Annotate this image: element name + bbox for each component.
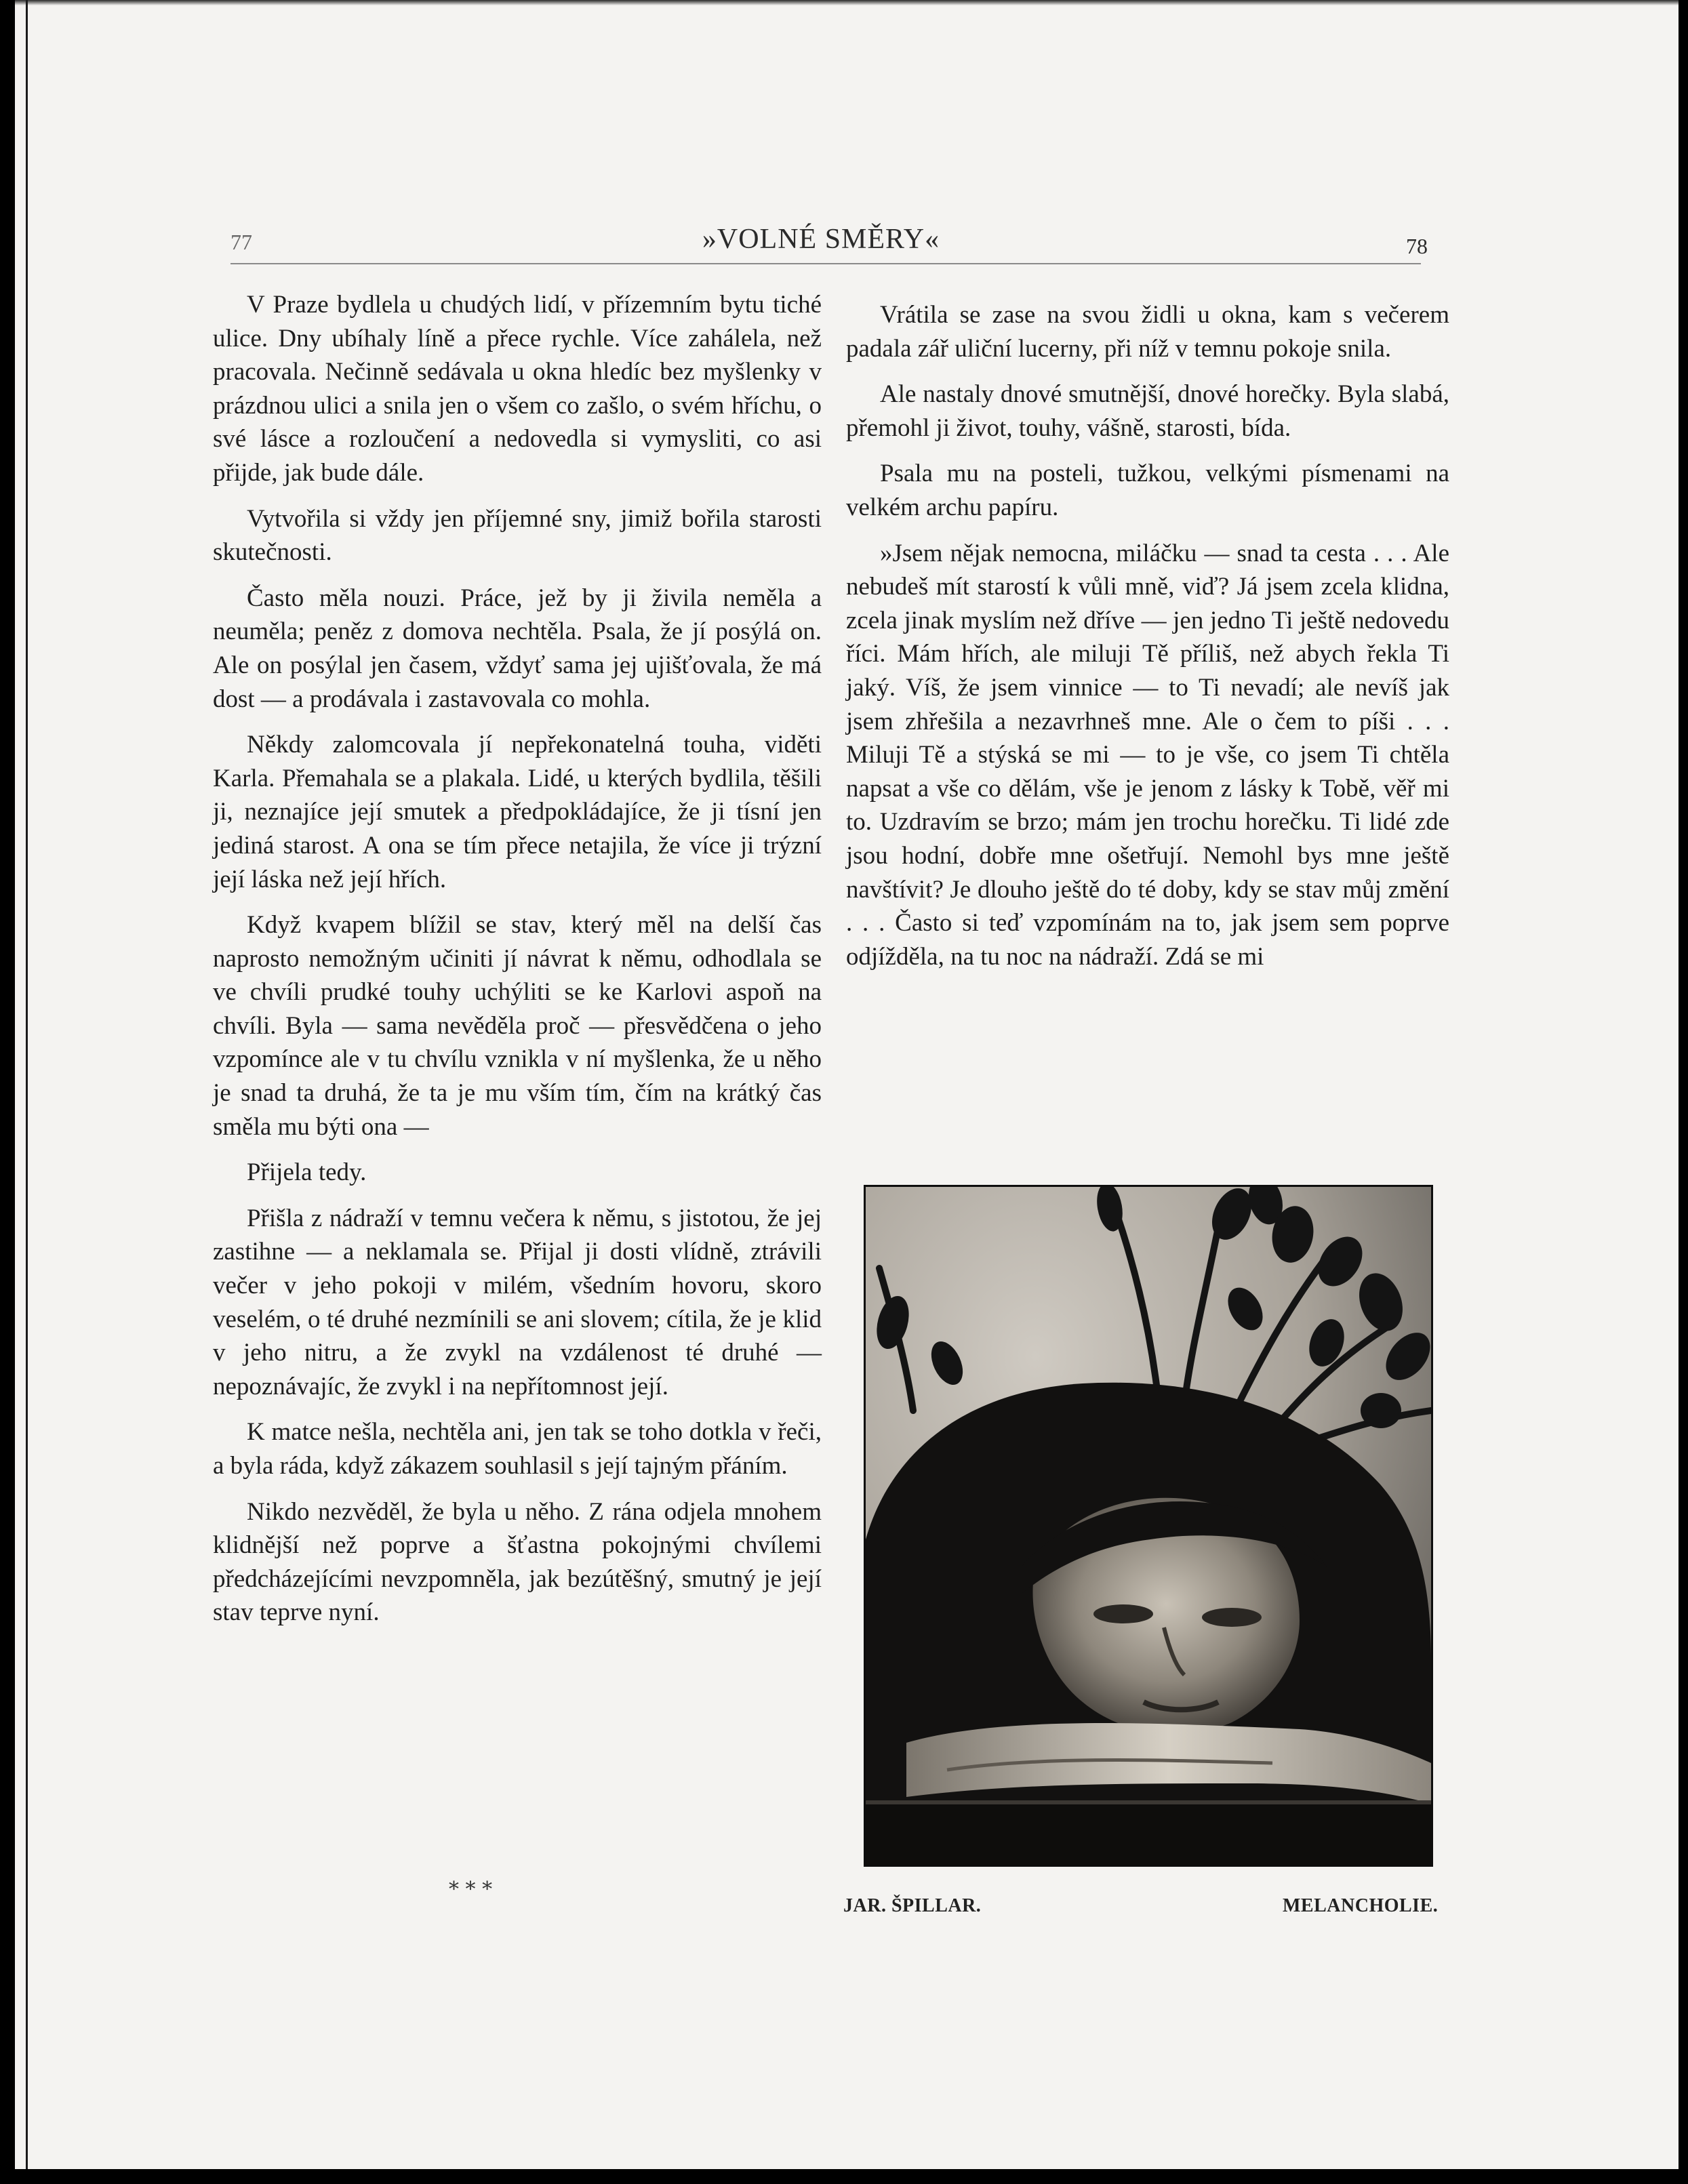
paragraph: Psala mu na posteli, tužkou, velkými písmenami na velkém archu papíru. — [846, 460, 1449, 521]
paragraph: Vrátila se zase na svou židli u okna, kam s večerem padala zář uliční lucerny, při níž v temnu pokoje snila. — [846, 301, 1449, 363]
paragraph: »Jsem nějak nemocna, miláčku — snad ta cesta . . . Ale nebudeš mít starostí k vůli mně, viď? Já jsem zcela klidna, zcela jinak myslím než dříve — jen jedno Ti ještě nedovedu říci. Mám hřích, ale miluji Tě příliš, než abych řekla Ti jaký. Víš, že jsem vinnice — to Ti nevadí; ale nevíš jak jsem zhřešila a nezavrhneš mne. Ale o čem to píši . . . Miluji Tě a stýská se mi — to je vše, co jsem Ti chtěla napsat a vše co dělám, vše je jenom z lásky k Tobě, věř mi to. Uzdravím se brzo; mám jen trochu horečku. Ti lidé zde jsou hodní, dobře mne ošetřují. Nemohl bys mne ještě navštívit? Je dlouho ještě do té doby, kdy se stav můj změní . . . Často si teď vzpomínám na to, jak jsem sem poprve odjížděla, na tu noc na nádraží. Zdá se mi — [846, 539, 1449, 971]
page-top-edge — [15, 0, 1679, 5]
header-rule — [230, 263, 1421, 264]
page-binding-edge — [26, 0, 28, 2169]
left-text-column — [213, 288, 822, 1642]
illustration-title: MELANCHOLIE. — [1283, 1895, 1439, 1916]
page-number-right: 78 — [1406, 234, 1428, 258]
paragraph: Někdy zalomcovala jí nepřekonatelná touha, viděti Karla. Přemahala se a plakala. Lidé, u kterých bydlila, těšili ji, neznajíce její smutek a předpokládajíce, že ji tísní jen jediná starost. A ona se tím přece netajila, že více ji trýzní její láska než její hřích. — [213, 731, 822, 893]
paragraph: Přišla z nádraží v temnu večera k němu, s jistotou, že jej zastihne — a neklamala se. Přijal ji dosti vlídně, ztrávili večer v jeho pokoji v milém, všedním hovoru, skoro veselém, o té druhé nezmínili se ani slovem; cítila, že je klid v jeho nitru, a že zvykl na vzdálenost té druhé — nepoznávajíc, že zvykl i na nepřítomnost její. — [213, 1204, 822, 1400]
paragraph: Ale nastaly dnové smutnější, dnové horečky. Byla slabá, přemohl ji život, touhy, vášně, starosti, bída. — [846, 380, 1449, 442]
page-number-left: 77 — [230, 230, 252, 254]
paragraph: K matce nešla, nechtěla ani, jen tak se toho dotkla v řeči, a byla ráda, když zákazem souhlasil s její tajným přáním. — [213, 1418, 822, 1480]
photo-artwork — [866, 1187, 1431, 1865]
illustration-artist: JAR. ŠPILLAR. — [843, 1895, 982, 1916]
section-break: * * * — [449, 1878, 493, 1901]
journal-title: »VOLNÉ SMĚRY« — [702, 224, 940, 255]
paragraph: Vytvořila si vždy jen příjemné sny, jimiž bořila starosti skutečnosti. — [213, 504, 822, 567]
paragraph: Když kvapem blížil se stav, který měl na delší čas naprosto nemožným učiniti jí návrat k němu, odhodlala se ve chvíli prudké touhy uchýliti se ke Karlovi aspoň na chvíli. Byla — sama nevěděla proč — přesvědčena o jeho vzpomínce ale v tu chvílu vznikla v ní myšlenka, že u něho je snad ta druhá, že ta je mu vším tím, čím na krátký čas směla mu býti ona — — [213, 911, 822, 1141]
illustration-photograph — [864, 1185, 1433, 1867]
right-text-column — [846, 298, 1449, 986]
paragraph: Často měla nouzi. Práce, jež by ji živila neměla a neuměla; peněz z domova nechtěla. Psala, že jí posýlá on. Ale on posýlal jen časem, vždyť sama jej ujišťovala, že má dost — a prodávala i zastavovala co mohla. — [213, 584, 822, 713]
paragraph: V Praze bydlela u chudých lidí, v přízemním bytu tiché ulice. Dny ubíhaly líně a přece rychle. Více zahálela, než pracovala. Nečinně sedávala u okna hledíc bez myšlenky v prázdnou ulici a snila jen o všem co zašlo, o svém hříchu, o své lásce a rozloučení a nedovedla si vymysliti, co asi přijde, jak bude dále. — [213, 291, 822, 487]
paragraph: Přijela tedy. — [247, 1158, 367, 1187]
magazine-page — [15, 0, 1679, 2169]
paragraph: Nikdo nezvěděl, že byla u něho. Z rána odjela mnohem klidnější než poprve a šťastna pokojnými chvílemi předcházejícími nevzpomněla, jak bezútěšný, smutný je její stav teprve nyní. — [213, 1497, 822, 1627]
running-header — [214, 220, 1428, 268]
